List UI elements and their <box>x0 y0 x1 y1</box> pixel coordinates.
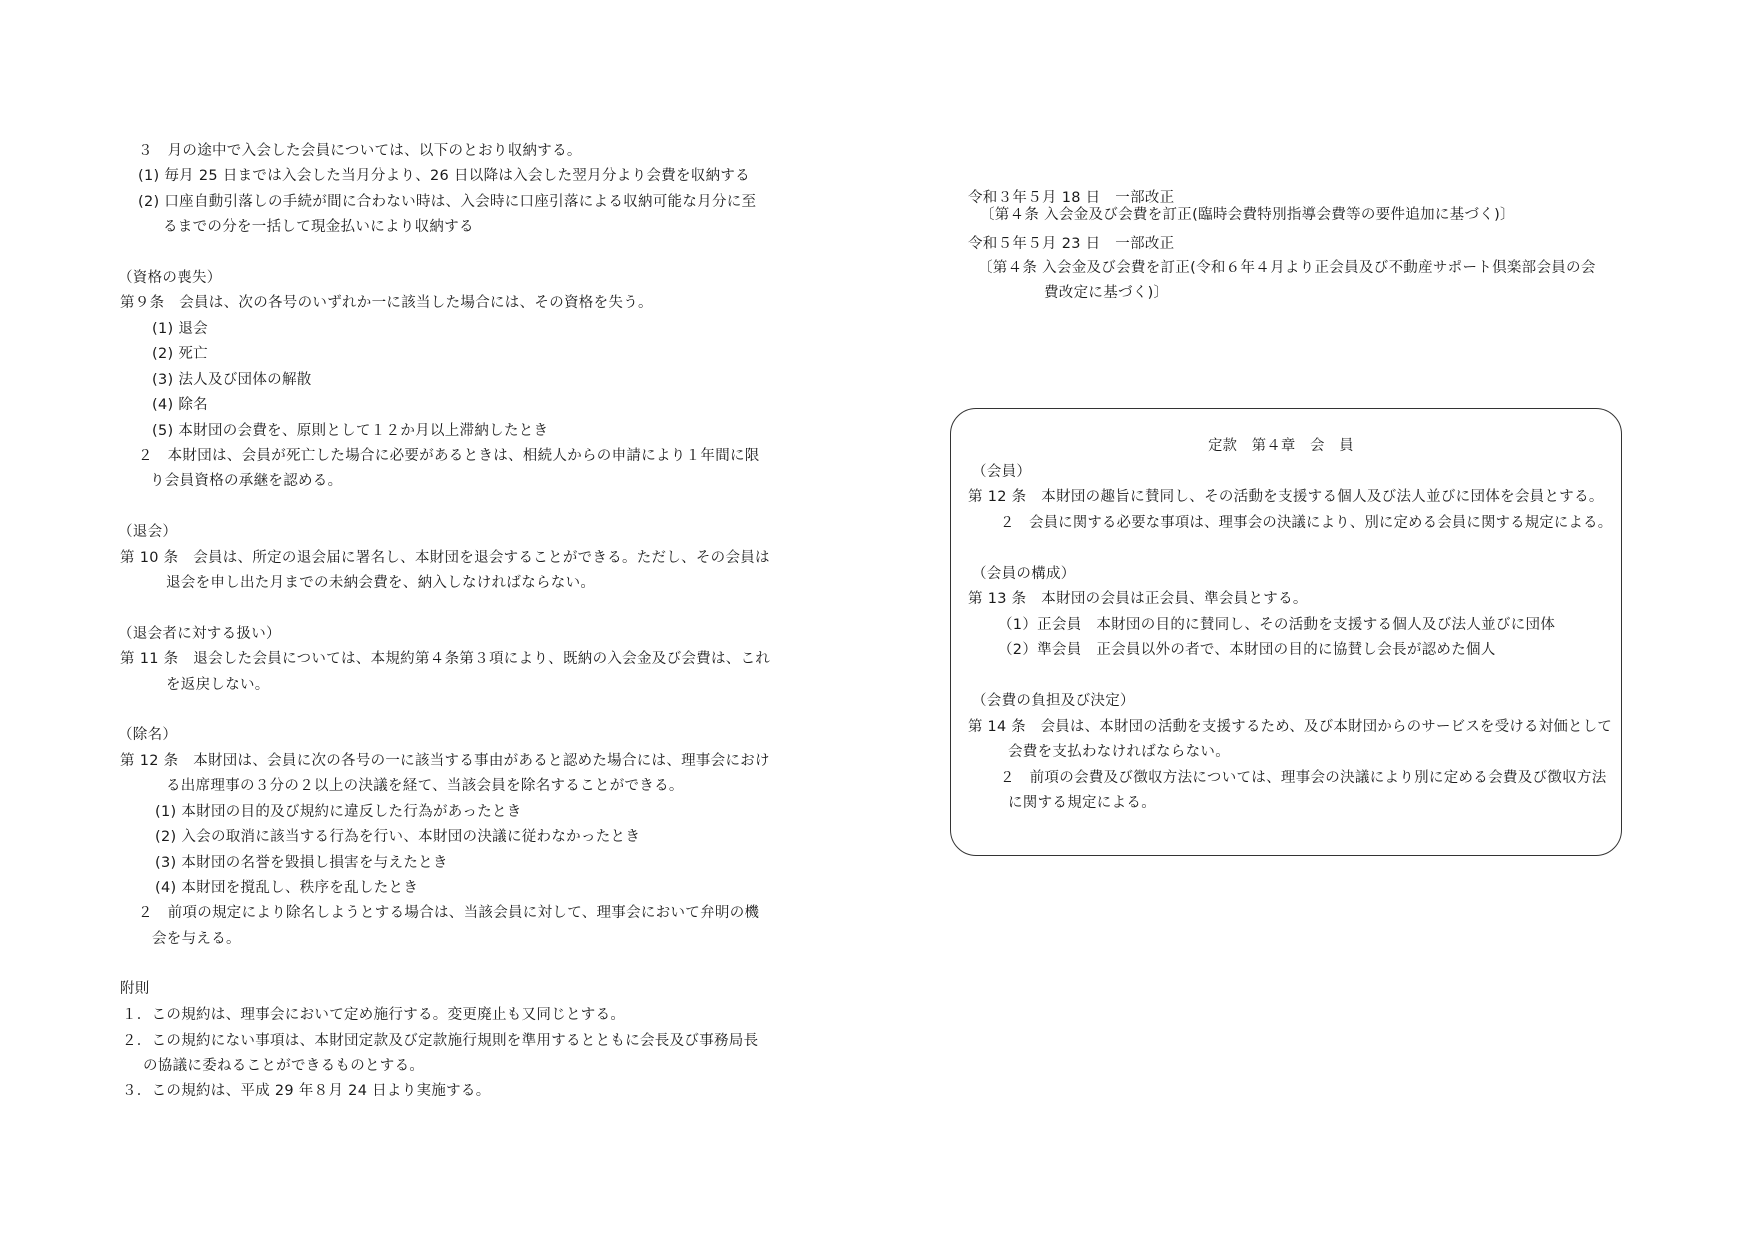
revision2-date: 令和５年５月 23 日 一部改正 <box>968 236 1175 252</box>
supplementary-item2-cont: の協議に委ねることができるものとする。 <box>143 1058 425 1074</box>
revision2-note-cont: 費改定に基づく)〕 <box>1044 285 1169 301</box>
art9-item4: (4) 除名 <box>152 397 208 413</box>
revision1-date: 令和３年５月 18 日 一部改正 <box>968 190 1175 206</box>
art12-para2-cont: 会を与える。 <box>152 931 241 947</box>
box-art14-para2-cont: に関する規定による。 <box>1008 795 1156 811</box>
box-art14: 第 14 条 会員は、本財団の活動を支援するため、及び本財団からのサービスを受ける対価として <box>968 719 1613 735</box>
art12-para2: ２ 前項の規定により除名しようとする場合は、当該会員に対して、理事会において弁明の機 <box>138 905 760 921</box>
art10-heading: （退会） <box>118 524 178 540</box>
art9-heading: （資格の喪失） <box>118 270 222 286</box>
art12-text-cont: る出席理事の３分の２以上の決議を経て、当該会員を除名することができる。 <box>166 778 684 794</box>
art10-text-cont: 退会を申し出た月までの未納会費を、納入しなければならない。 <box>166 575 596 591</box>
box-art12-para2: ２ 会員に関する必要な事項は、理事会の決議により、別に定める会員に関する規定による。 <box>1000 515 1613 531</box>
art12-text: 第 12 条 本財団は、会員に次の各号の一に該当する事由があると認めた場合には、理事会におけ <box>120 753 770 769</box>
box-title: 定款 第４章 会 員 <box>1208 438 1354 454</box>
supplementary-item1: １．この規約は、理事会において定め施行する。変更廃止も又同じとする。 <box>122 1007 626 1023</box>
art12-item4: (4) 本財団を撹乱し、秩序を乱したとき <box>155 880 419 896</box>
supplementary-item3: ３．この規約は、平成 29 年８月 24 日より実施する。 <box>122 1083 491 1099</box>
revision2-note: 〔第４条 入会金及び会費を訂正(令和６年４月より正会員及び不動産サポート倶楽部会員の会 <box>978 260 1596 276</box>
box-heading-members: （会員） <box>972 464 1032 480</box>
art12-item1: (1) 本財団の目的及び規約に違反した行為があったとき <box>155 804 522 820</box>
art11-text-cont: を返戻しない。 <box>166 677 270 693</box>
art11-text: 第 11 条 退会した会員については、本規約第４条第３項により、既納の入会金及び会費は、これ <box>120 651 771 667</box>
art9-item2: (2) 死亡 <box>152 346 208 362</box>
box-art13: 第 13 条 本財団の会員は正会員、準会員とする。 <box>968 591 1308 607</box>
art12-heading: （除名） <box>118 727 178 743</box>
art9-item3: (3) 法人及び団体の解散 <box>152 372 312 388</box>
revision1-note: 〔第４条 入会金及び会費を訂正(臨時会費特別指導会費等の要件追加に基づく)〕 <box>980 207 1515 223</box>
art9-text: 第９条 会員は、次の各号のいずれか一に該当した場合には、その資格を失う。 <box>120 295 653 311</box>
box-art12: 第 12 条 本財団の趣旨に賛同し、その活動を支援する個人及び法人並びに団体を会員とする。 <box>968 489 1604 505</box>
art8-item2: (2) 口座自動引落しの手続が間に合わない時は、入会時に口座引落による収納可能な月分に至 <box>138 194 757 210</box>
art9-item1: (1) 退会 <box>152 321 208 337</box>
art11-heading: （退会者に対する扱い） <box>118 626 281 642</box>
art8-item2-cont: るまでの分を一括して現金払いにより収納する <box>163 219 474 235</box>
art9-para2: ２ 本財団は、会員が死亡した場合に必要があるときは、相続人からの申請により１年間に限 <box>138 448 760 464</box>
art10-text: 第 10 条 会員は、所定の退会届に署名し、本財団を退会することができる。ただし、その会員は <box>120 550 770 566</box>
art9-item5: (5) 本財団の会費を、原則として１２か月以上滞納したとき <box>152 423 549 439</box>
box-heading-composition: （会員の構成） <box>972 566 1076 582</box>
art8-para3: ３ 月の途中で入会した会員については、以下のとおり収納する。 <box>138 143 582 159</box>
supplementary-item2: ２．この規約にない事項は、本財団定款及び定款施行規則を準用するとともに会長及び事務局長 <box>122 1033 759 1049</box>
art12-item2: (2) 入会の取消に該当する行為を行い、本財団の決議に従わなかったとき <box>155 829 641 845</box>
supplementary-heading: 附則 <box>120 981 150 997</box>
art12-item3: (3) 本財団の名誉を毀損し損害を与えたとき <box>155 855 448 871</box>
box-art13-item1: （1）正会員 本財団の目的に賛同し、その活動を支援する個人及び法人並びに団体 <box>998 617 1556 633</box>
art9-para2-cont: り会員資格の承継を認める。 <box>150 473 343 489</box>
box-art14-cont: 会費を支払わなければならない。 <box>1008 744 1230 760</box>
box-art14-para2: ２ 前項の会費及び徴収方法については、理事会の決議により別に定める会費及び徴収方法 <box>1000 770 1607 786</box>
art8-item1: (1) 毎月 25 日までは入会した当月分より、26 日以降は入会した翌月分より会費を収納する <box>138 168 750 184</box>
box-heading-fees: （会費の負担及び決定） <box>972 693 1135 709</box>
box-art13-item2: （2）準会員 正会員以外の者で、本財団の目的に協賛し会長が認めた個人 <box>998 642 1496 658</box>
